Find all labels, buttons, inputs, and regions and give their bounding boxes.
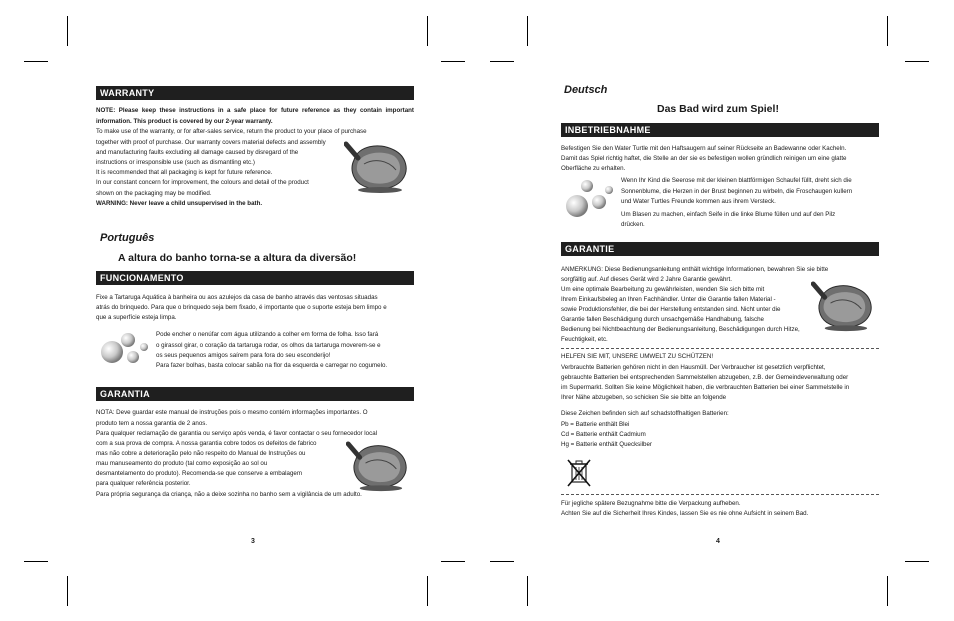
garantia-text: Para própria segurança da criança, não a deixe sozinha no banho sem a vigilância de um adulto. bbox=[96, 491, 362, 498]
warranty-text: shown on the packaging may be modified. bbox=[96, 190, 212, 197]
battery-pb: Pb = Batterie enthält Blei bbox=[561, 421, 630, 428]
crop-mark bbox=[490, 561, 514, 562]
func-text: Fixe a Tartaruga Aquática à banheira ou aos azulejos da casa de banho através das ventosas situadas bbox=[96, 294, 378, 301]
language-heading: Português bbox=[100, 232, 155, 244]
leaf-scoop-image bbox=[811, 280, 877, 334]
garantia-text: para qualquer referência posterior. bbox=[96, 480, 191, 487]
footer-text: Achten Sie auf die Sicherheit Ihres Kindes, lassen Sie es nie ohne Aufsicht in seinem Bad. bbox=[561, 510, 809, 517]
func-text: que a superfície esteja limpa. bbox=[96, 314, 177, 321]
bubbles-image bbox=[563, 178, 617, 220]
warranty-text: It is recommended that all packaging is kept for future reference. bbox=[96, 169, 273, 176]
environment-text: Ihrer Nähe abzugeben, so schicken Sie sie bitte an folgende bbox=[561, 394, 727, 401]
garantia-header: GARANTIA bbox=[96, 387, 414, 401]
inb-text: Oberfläche zu erhalten. bbox=[561, 165, 626, 172]
crop-mark bbox=[427, 576, 428, 606]
leaf-scoop-image bbox=[346, 440, 412, 494]
bubbles-image bbox=[100, 330, 152, 370]
garantia-text: Para qualquer reclamação de garantia ou serviço após venda, é favor contactar o seu fornecedor local bbox=[96, 430, 378, 437]
dashed-divider bbox=[561, 348, 879, 349]
func-text: atrás do brinquedo. Para que o brinquedo seja bem fixado, é importante que o suporte esteja bem limpo e bbox=[96, 304, 387, 311]
garantie-note: ANMERKUNG: Diese Bedienungsanleitung enthält wichtige Informationen, bewahren Sie sie bitte bbox=[561, 266, 829, 273]
crop-mark bbox=[67, 576, 68, 606]
warranty-header: WARRANTY bbox=[96, 86, 414, 100]
garantie-text: Bedienung bei Nichtbeachtung der Bedienungsanleitung, Beschädigungen durch Hitze, bbox=[561, 326, 800, 333]
warranty-text: together with proof of purchase. Our warranty covers material defects and assembly bbox=[96, 139, 326, 146]
battery-hg: Hg = Batterie enthält Quecksilber bbox=[561, 441, 652, 448]
inb-text: und Water Turtles Freunde kommen aus ihrem Versteck. bbox=[621, 198, 776, 205]
environment-text: Verbrauchte Batterien gehören nicht in den Hausmüll. Der Verbraucher ist gesetzlich verpflichtet, bbox=[561, 364, 826, 371]
crop-mark bbox=[887, 576, 888, 606]
warranty-text: and manufacturing faults excluding all damage caused by disregard of the bbox=[96, 149, 299, 156]
inb-text: Wenn Ihr Kind die Seerose mit der kleinen blattförmigen Schaufel füllt, dreht sich die bbox=[621, 177, 852, 184]
garantie-text: Feuchtigkeit, etc. bbox=[561, 336, 608, 343]
crop-mark bbox=[24, 61, 48, 62]
garantia-text: desmantelamento do produto). Recomenda-se que conserve a embalagem bbox=[96, 470, 303, 477]
page-number: 4 bbox=[716, 538, 720, 545]
crop-mark bbox=[905, 561, 929, 562]
page-number: 3 bbox=[251, 538, 255, 545]
warranty-text: To make use of the warranty, or for after-sales service, return the product to your place of purchase bbox=[96, 128, 367, 135]
inb-text: Befestigen Sie den Water Turtle mit den Haftsaugern auf seiner Rückseite an Badewanne oder Kacheln. bbox=[561, 145, 847, 152]
crop-mark bbox=[427, 16, 428, 46]
inb-text: Um Blasen zu machen, einfach Seife in die linke Blume füllen und auf den Pilz bbox=[621, 211, 836, 218]
crop-mark bbox=[441, 561, 465, 562]
crop-mark bbox=[67, 16, 68, 46]
garantie-text: sowie Produktionsfehler, die bei der Herstellung entstanden sind. Nicht unter die bbox=[561, 306, 781, 313]
garantia-text: mau manuseamento do produto (tal como exposição ao sol ou bbox=[96, 460, 268, 467]
garantia-note-text: NOTA: Deve guardar este manual de instruções pois o mesmo contém informações importantes. O bbox=[96, 409, 368, 416]
environment-text: Diese Zeichen befinden sich auf schadstoffhaltigen Batterien: bbox=[561, 410, 729, 417]
crop-mark bbox=[905, 61, 929, 62]
crossed-bin-icon bbox=[567, 458, 591, 488]
inb-text: Sonnenblume, die Herzen in der Brust beginnen zu wirbeln, die Froschaugen kullern bbox=[621, 188, 853, 195]
garantia-text: mas não cobre a deterioração pelo não respeito do Manual de Instruções ou bbox=[96, 450, 306, 457]
language-heading: Deutsch bbox=[564, 84, 608, 96]
footer-text: Für jegliche spätere Bezugnahme bitte die Verpackung aufheben. bbox=[561, 500, 741, 507]
warranty-warning: WARNING: Never leave a child unsupervised in the bath. bbox=[96, 200, 263, 207]
environment-text: gebrauchte Batterien bei entsprechenden Sammelstellen abzugeben, z.B. der Gemeindeverwaltung oder bbox=[561, 374, 849, 381]
garantie-text: Ihrem Einkaufsbeleg an Ihren Fachhändler. Unter die Garantie fallen Material - bbox=[561, 296, 776, 303]
crop-mark bbox=[887, 16, 888, 46]
warranty-text: instructions or irresponsible use (such as dismantling etc.) bbox=[96, 159, 255, 166]
garantie-text: Um eine optimale Bearbeitung zu gewährleisten, wenden Sie sich bitte mit bbox=[561, 286, 765, 293]
inb-text: drücken. bbox=[621, 221, 645, 228]
environment-text: im Supermarkt. Sollten Sie keine Möglichkeit haben, die verbrauchten Batterien bei einer Sammelstelle in bbox=[561, 384, 850, 391]
crop-mark bbox=[24, 561, 48, 562]
slogan: A altura do banho torna-se a altura da diversão! bbox=[118, 252, 357, 264]
func-text: os seus pequenos amigos saírem para fora do seu esconderijo! bbox=[156, 352, 331, 359]
func-text: o girassol girar, o coração da tartaruga rodar, os olhos da tartaruga moverem-se e bbox=[156, 342, 381, 349]
environment-title: HELFEN SIE MIT, UNSERE UMWELT ZU SCHÜTZEN! bbox=[561, 353, 714, 360]
garantia-text: com a sua prova de compra. A nossa garantia cobre todos os defeitos de fabrico bbox=[96, 440, 317, 447]
crop-mark bbox=[527, 16, 528, 46]
inbetriebnahme-header: INBETRIEBNAHME bbox=[561, 123, 879, 137]
garantie-header: GARANTIE bbox=[561, 242, 879, 256]
garantia-note bbox=[96, 408, 414, 419]
battery-cd: Cd = Batterie enthält Cadmium bbox=[561, 431, 646, 438]
garantie-text: Garantie fallen Beschädigung durch unsachgemäße Handhabung, falsche bbox=[561, 316, 764, 323]
garantia-text: produto tem a nossa garantia de 2 anos. bbox=[96, 420, 208, 427]
warranty-note: NOTE: Please keep these instructions in a safe place for future reference as they contain important information. This product is covered by our 2-year warranty. bbox=[96, 107, 414, 125]
inb-text: Damit das Spiel richtig haftet, die Stelle an der sie es befestigen wollen gründlich reinigen um eine glatte bbox=[561, 155, 847, 162]
crop-mark bbox=[490, 61, 514, 62]
dashed-divider bbox=[561, 494, 879, 495]
garantie-text: sorgfältig auf. Auf dieses Gerät wird 2 Jahre Garantie gewährt. bbox=[561, 276, 732, 283]
slogan: Das Bad wird zum Spiel! bbox=[657, 103, 779, 115]
crop-mark bbox=[527, 576, 528, 606]
crop-mark bbox=[441, 61, 465, 62]
funcionamento-header: FUNCIONAMENTO bbox=[96, 271, 414, 285]
func-text: Para fazer bolhas, basta colocar sabão na flor da esquerda e carregar no cogumelo. bbox=[156, 362, 388, 369]
func-text: Pode encher o nenúfar com água utilizando a colher em forma de folha. Isso fará bbox=[156, 331, 379, 338]
leaf-scoop-image bbox=[344, 140, 412, 196]
warranty-text: In our constant concern for improvement, the colours and detail of the product bbox=[96, 179, 309, 186]
